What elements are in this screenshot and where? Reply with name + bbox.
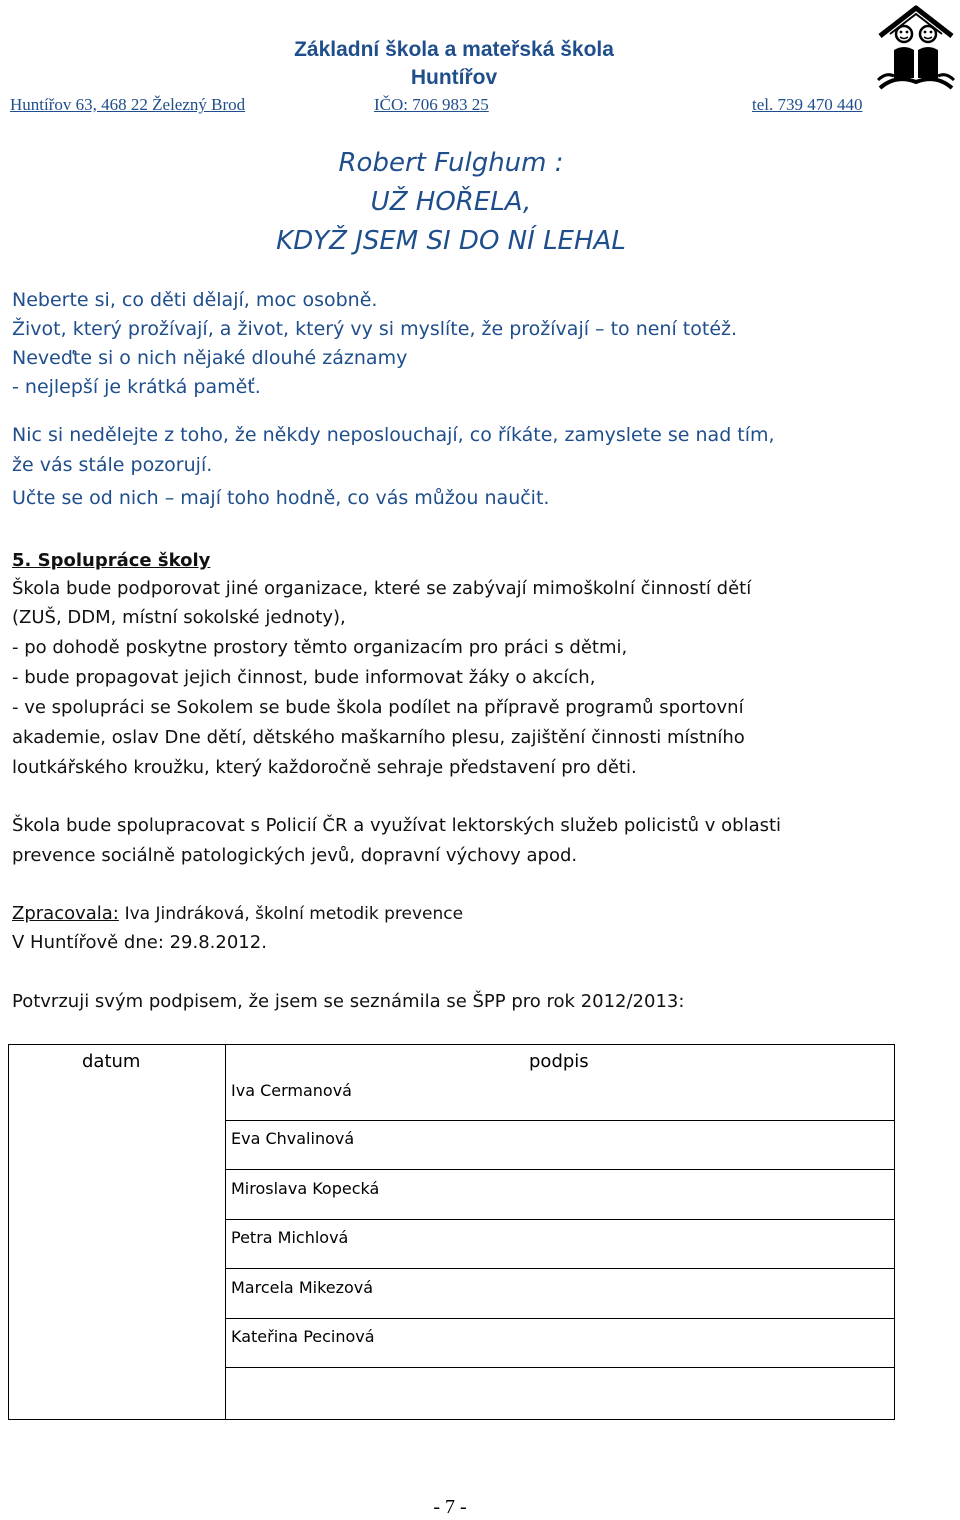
school-logo-icon [876, 4, 956, 92]
school-address: Huntířov 63, 468 22 Železný Brod [10, 95, 246, 114]
quote-line: Neberte si, co děti dělají, moc osobně. [12, 289, 378, 311]
row-divider [225, 1120, 894, 1121]
section-line: - ve spolupráci se Sokolem se bude škola podílet na přípravě programů sportovní [12, 697, 744, 718]
signoff-row [12, 903, 463, 924]
poem-author: Robert Fulghum : [338, 148, 564, 178]
confirm-text: Potvrzuji svým podpisem, že jsem se seznámila se ŠPP pro rok 2012/2013: [12, 991, 685, 1012]
section-line: loutkářského kroužku, který každoročně sehraje představení pro děti. [12, 757, 637, 778]
row-divider [225, 1268, 894, 1269]
table-column-divider [225, 1045, 226, 1419]
poem-title-line1: UŽ HOŘELA, [370, 187, 532, 217]
signer-name: Kateřina Pecinová [231, 1327, 375, 1346]
section-line: - bude propagovat jejich činnost, bude informovat žáky o akcích, [12, 667, 596, 688]
school-name: Základní škola a mateřská škola [294, 38, 614, 61]
page-number: - 7 - [433, 1496, 467, 1518]
col-header-sign: podpis [529, 1051, 589, 1072]
row-divider [225, 1367, 894, 1368]
poem-title-line2: KDYŽ JSEM SI DO NÍ LEHAL [276, 226, 626, 256]
quote-line: Neveďte si o nich nějaké dlouhé záznamy [12, 347, 408, 369]
quote-line: Nic si nedělejte z toho, že někdy neposlouchají, co říkáte, zamyslete se nad tím, [12, 424, 775, 446]
row-divider [225, 1169, 894, 1170]
police-line: prevence sociálně patologických jevů, dopravní výchovy apod. [12, 845, 578, 866]
police-line: Škola bude spolupracovat s Policií ČR a využívat lektorských služeb policistů v oblasti [12, 815, 782, 836]
section-line: - po dohodě poskytne prostory těmto organizacím pro práci s dětmi, [12, 637, 628, 658]
school-ico: IČO: 706 983 25 [374, 95, 489, 114]
signoff-name: Iva Jindráková, školní metodik prevence [124, 904, 464, 924]
signature-table [8, 1044, 895, 1420]
section-line: akademie, oslav Dne dětí, dětského maškarního plesu, zajištění činnosti místního [12, 727, 745, 748]
row-divider [225, 1219, 894, 1220]
signer-name: Marcela Mikezová [231, 1278, 374, 1297]
quote-line: že vás stále pozorují. [12, 454, 213, 476]
signer-name: Petra Michlová [231, 1228, 349, 1247]
col-header-date: datum [82, 1051, 141, 1072]
quote-line: Život, který prožívají, a život, který vy si myslíte, že prožívají – to není totéž. [12, 318, 738, 340]
quote-line: - nejlepší je krátká paměť. [12, 376, 261, 398]
quote-line: Učte se od nich – mají toho hodně, co vás můžou naučit. [12, 487, 550, 509]
section-title: 5. Spolupráce školy [12, 550, 211, 571]
school-phone: tel. 739 470 440 [752, 95, 863, 114]
school-place: Huntířov [410, 66, 498, 89]
signer-name: Miroslava Kopecká [231, 1179, 380, 1198]
section-line: (ZUŠ, DDM, místní sokolské jednoty), [12, 607, 346, 628]
signer-name: Eva Chvalinová [231, 1129, 355, 1148]
signer-name: Iva Cermanová [231, 1081, 352, 1100]
signoff-label: Zpracovala: [12, 903, 119, 924]
signoff-date: V Huntířově dne: 29.8.2012. [12, 932, 267, 953]
row-divider [225, 1318, 894, 1319]
section-line: Škola bude podporovat jiné organizace, které se zabývají mimoškolní činností dětí [12, 578, 752, 599]
